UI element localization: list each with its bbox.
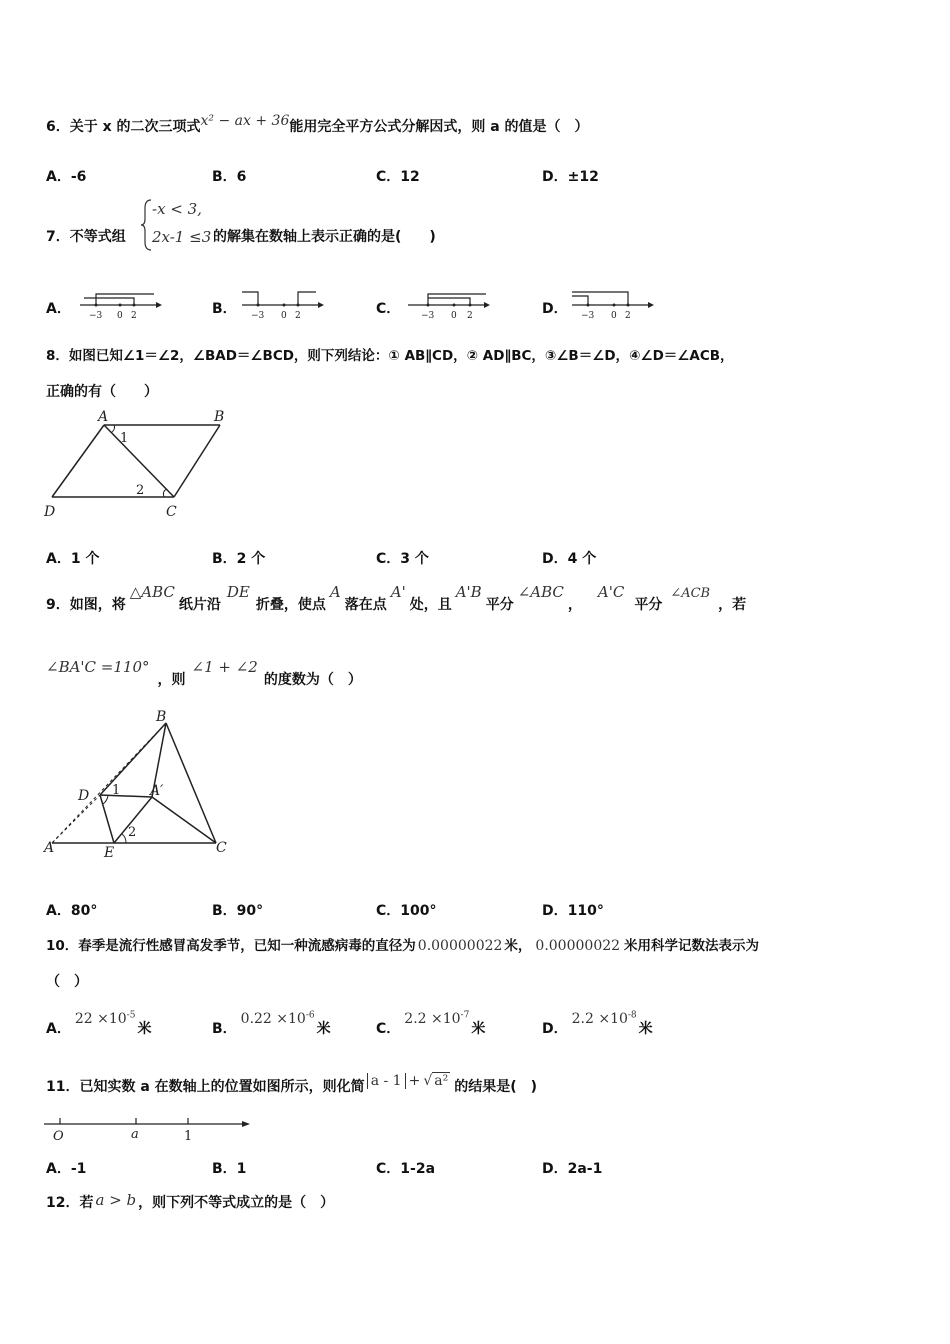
tick-label-2: 2 — [467, 311, 473, 321]
label-C: C — [166, 504, 177, 520]
label-C: C — [216, 840, 227, 856]
q11-option-d: D．2a-1 — [542, 1161, 603, 1177]
q8-figure-parallelogram — [40, 405, 240, 523]
label-D: D — [44, 504, 56, 520]
q6-option-c: C．12 — [376, 169, 420, 185]
tick-label-2: 2 — [625, 311, 631, 321]
tick-label-neg3: −3 — [251, 311, 265, 321]
angle-2-label: 2 — [128, 825, 137, 840]
q9-option-d: D．110° — [542, 903, 604, 919]
tick-label-2: 2 — [131, 311, 137, 321]
question-8-line1: 8．如图已知∠1＝∠2，∠BAD＝∠BCD，则下列结论：① AB∥CD，② AD∥BC，③∠B＝∠D，④∠D＝∠ACB， — [46, 348, 734, 364]
q6-option-a: A．-6 — [46, 169, 87, 185]
q8-option-d: D．4 个 — [542, 551, 597, 567]
label-B: B — [214, 409, 225, 425]
q7-option-c: C． — [376, 301, 401, 317]
question-9-line2: ∠BA'C =110°，则∠1 + ∠2的度数为（ ） — [46, 658, 362, 688]
q8-option-a: A．1 个 — [46, 551, 100, 567]
question-12: 12．若 a > b ，则下列不等式成立的是（ ） — [46, 1191, 335, 1211]
angle-2-label: 2 — [136, 483, 145, 498]
tick-label-neg3: −3 — [581, 311, 595, 321]
question-6: 6．关于 x 的二次三项式x² − ax + 36能用完全平方公式分解因式，则 a 的值是（ ） — [46, 113, 589, 135]
q7-numberline-d — [568, 288, 658, 322]
label-A: A — [98, 409, 109, 425]
axis-label-one: 1 — [184, 1129, 193, 1144]
question-8-line2: 正确的有（ ） — [46, 384, 158, 400]
q7-numberline-a — [76, 288, 166, 322]
q8-option-c: C．3 个 — [376, 551, 429, 567]
q11-radical: √ a² — [423, 1073, 449, 1089]
q6-option-d: D．±12 — [542, 169, 599, 185]
label-E: E — [104, 845, 115, 861]
tick-label-2: 2 — [295, 311, 301, 321]
q7-inequality-1: -x < 3, — [152, 200, 202, 218]
q7-option-a: A． — [46, 301, 71, 317]
tick-label-neg3: −3 — [89, 311, 103, 321]
tick-label-0: 0 — [281, 311, 287, 321]
q6-expression: x² − ax + 36 — [200, 113, 290, 129]
q11-absolute-value: a - 1 — [367, 1073, 406, 1089]
tick-label-neg3: −3 — [421, 311, 435, 321]
question-7-label: 7．不等式组 — [46, 229, 126, 245]
tick-label-0: 0 — [451, 311, 457, 321]
q10-option-b: B．$0.22 \times 10^{-6}$米 — [212, 1010, 331, 1037]
q10-option-a: A．$22 \times 10^{-5}$米 — [46, 1010, 152, 1037]
q7-numberline-c — [404, 288, 494, 322]
angle-1-label: 1 — [112, 783, 121, 798]
tick-label-0: 0 — [611, 311, 617, 321]
angle-1-label: 1 — [120, 431, 129, 446]
q10-option-c: C．$2.2 \times 10^{-7}$米 — [376, 1010, 486, 1037]
question-10-line1: 10．春季是流行性感冒高发季节，已知一种流感病毒的直径为 0.00000022 米， 0.00000022 米用科学记数法表示为 — [46, 938, 760, 954]
question-10-line2: （ ） — [46, 974, 88, 990]
q10-option-d: D．$2.2 \times 10^{-8}$米 — [542, 1010, 653, 1037]
label-D: D — [78, 788, 90, 804]
q8-option-b: B．2 个 — [212, 551, 266, 567]
label-A-prime: A′ — [150, 783, 164, 799]
q9-figure-triangle — [40, 705, 240, 865]
q7-numberline-b — [238, 288, 328, 322]
question-9-line1: 9．如图，将△ABC纸片沿DE折叠，使点A落在点A'处，且A'B平分∠ABC，A'C平分∠ACB，若 — [46, 583, 747, 613]
q9-option-b: B．90° — [212, 903, 264, 919]
axis-label-origin: O — [53, 1129, 64, 1144]
tick-label-0: 0 — [117, 311, 123, 321]
q11-option-b: B．1 — [212, 1161, 247, 1177]
q7-option-d: D． — [542, 301, 568, 317]
q11-number-line — [40, 1112, 255, 1146]
question-7-text: 的解集在数轴上表示正确的是( ) — [213, 229, 436, 245]
q11-option-a: A．-1 — [46, 1161, 87, 1177]
q9-option-a: A．80° — [46, 903, 98, 919]
label-B: B — [156, 709, 167, 725]
q7-option-b: B． — [212, 301, 237, 317]
q6-option-b: B．6 — [212, 169, 247, 185]
q7-inequality-2: 2x-1 ≤3 — [152, 228, 212, 246]
q11-option-c: C．1-2a — [376, 1161, 436, 1177]
q9-option-c: C．100° — [376, 903, 437, 919]
label-A: A — [44, 840, 55, 856]
question-11: 11．已知实数 a 在数轴上的位置如图所示，则化简 a - 1 + √ a² 的结果是( ) — [46, 1073, 537, 1095]
axis-label-a: a — [131, 1127, 139, 1142]
